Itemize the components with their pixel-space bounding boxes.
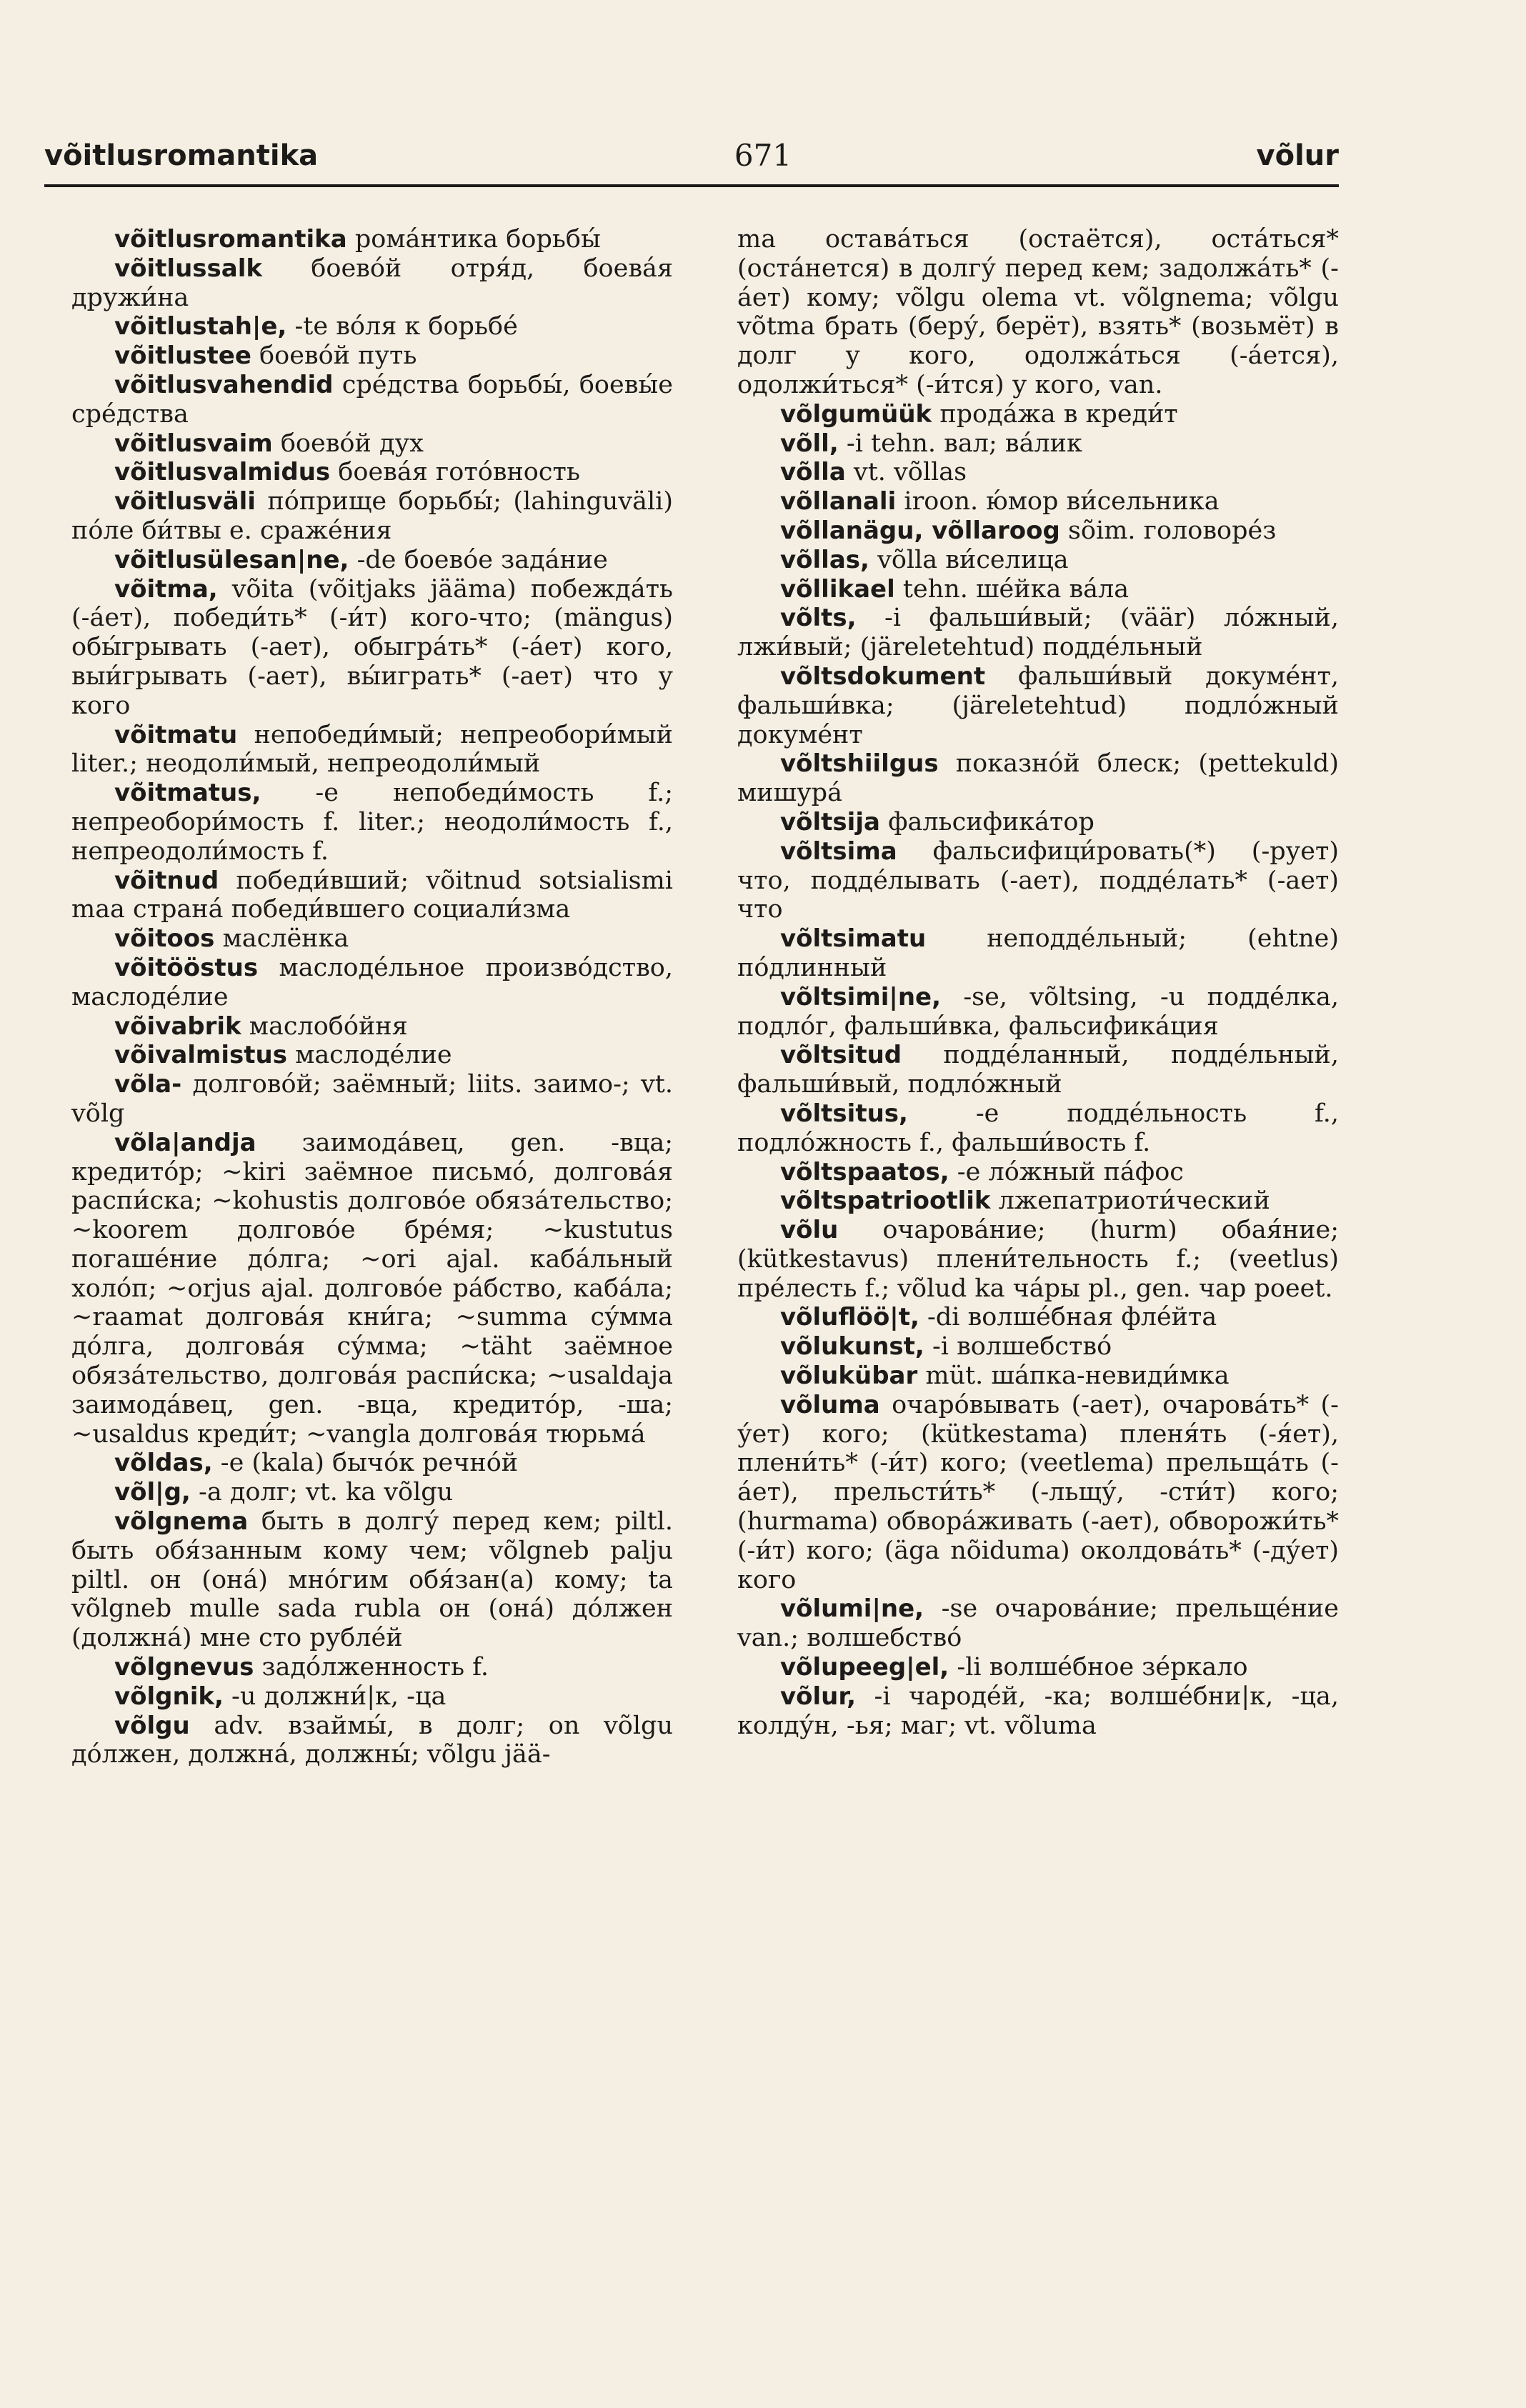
- definition: маслоде́льное произво́дство, маслоде́лие: [71, 953, 673, 1011]
- left-column: [71, 225, 673, 1769]
- dictionary-entry: [737, 983, 1339, 1041]
- headword: võlgnema: [114, 1507, 249, 1537]
- dictionary-entry: [71, 312, 673, 341]
- definition: ma остава́ться (остаётся), оста́ться* (оста́нется) в долгу́ перед кем; задолжа́ть* (-а́ет) кому; võlgu olema vt. võlgnema; võlgu võtma брать (беру́, берёт), взять* (возьмёт) в долг у кого, одолжа́ться (-а́ется), одолжи́ться* (-и́тся) у кого, van.: [737, 225, 1339, 399]
- definition: очарова́ние; (hurm) обая́ние; (kütkestavus) плени́тельность f.; (veetlus) пре́лесть f.; võlud ka ча́ры pl., gen. чар poeet.: [737, 1216, 1339, 1303]
- definition: победи́вший; võitnud sotsialismi maa страна́ победи́вшего социали́зма: [71, 866, 673, 924]
- dictionary-entry: [71, 458, 673, 487]
- headword: võluflöö|t,: [780, 1303, 919, 1332]
- headword: võlukübar: [780, 1362, 918, 1391]
- dictionary-entry: [737, 458, 1339, 487]
- definition: -se очарова́ние; прельще́ние van.; волшебство́: [737, 1594, 1339, 1653]
- definition: боево́й дух: [280, 429, 424, 458]
- headword: võitma,: [114, 574, 218, 604]
- headword: võltsimatu: [780, 924, 927, 954]
- dictionary-entry: [71, 1507, 673, 1653]
- dictionary-entry: [737, 1391, 1339, 1595]
- headword: võltsitus,: [780, 1099, 908, 1128]
- dictionary-entry: [737, 1099, 1339, 1158]
- headword: võla|andja: [114, 1128, 256, 1157]
- headword: võitmatu: [114, 720, 238, 749]
- dictionary-entry: [71, 1449, 673, 1478]
- definition: -se, võltsing, -u подде́лка, подло́г, фальши́вка, фальсифика́ция: [737, 982, 1339, 1041]
- dictionary-entry: [737, 1216, 1339, 1303]
- definition: фальши́вый докуме́нт, фальши́вка; (järeletehtud) подло́жный докуме́нт: [737, 661, 1339, 749]
- dictionary-entry: [71, 779, 673, 866]
- right-column: [737, 225, 1339, 1740]
- dictionary-entry: [737, 808, 1339, 837]
- dictionary-entry: [737, 1594, 1339, 1653]
- definition: быть в долгу́ перед кем; piltl. быть обя́занным кому чем; võlgneb palju piltl. он (она́) мно́гим обя́зан(а) кому; ta võlgneb mulle sada rubla он (она́) до́лжен (должна́) мне сто рубле́й: [71, 1507, 673, 1653]
- definition: -di волше́бная фле́йта: [927, 1303, 1217, 1332]
- definition: -e (kala) бычо́к речно́й: [220, 1449, 519, 1478]
- headword: võlgumüük: [780, 399, 932, 429]
- headword: võlur,: [780, 1682, 857, 1711]
- dictionary-entry: [71, 1478, 673, 1507]
- dictionary-entry: [71, 1129, 673, 1449]
- headword: võltshiilgus: [780, 749, 939, 779]
- dictionary-entry: [71, 575, 673, 721]
- headword: võltspaatos,: [780, 1157, 949, 1186]
- headword: võllikael: [780, 574, 895, 604]
- headword: võitoos: [114, 924, 215, 954]
- dictionary-entry: [737, 1303, 1339, 1332]
- dictionary-entry: [71, 1712, 673, 1770]
- headword: võlla: [780, 458, 846, 487]
- definition: очаро́вывать (-ает), очарова́ть* (-у́ет) кого; (kütkestama) пленя́ть (-я́ет), плени́ть* (-и́т) кого; (veetlema) прельща́ть (-а́ет), прельсти́ть* (-льщу́, -сти́т) кого; (hurmama) обвора́живать (-ает), обворожи́ть* (-и́т) кого; (äga nõiduma) околдова́ть* (-ду́ет) кого: [737, 1390, 1339, 1594]
- page-number: 671: [734, 138, 792, 173]
- definition: фальсифици́ровать(*) (-рует) что, подде́лывать (-ает), подде́лать* (-ает) что: [737, 836, 1339, 924]
- dictionary-entry: [737, 575, 1339, 604]
- dictionary-entry: [71, 1682, 673, 1712]
- definition: võita (võitjaks jääma) побежда́ть (-а́ет), победи́ть* (-и́т) кого-что; (mängus) обы́грывать (-ает), обыгра́ть* (-а́ет) кого, выи́грывать (-ает), вы́играть* (-ает) что у кого: [71, 574, 673, 720]
- headword: võlupeeg|el,: [780, 1653, 949, 1682]
- dictionary-entry: [737, 487, 1339, 516]
- dictionary-entry: [71, 954, 673, 1012]
- definition: tehn. ше́йка ва́ла: [902, 574, 1129, 604]
- headword: võitlusvaim: [114, 429, 273, 458]
- headword: võitlussalk: [114, 254, 262, 283]
- headword: võll,: [780, 429, 839, 458]
- definition: -li волше́бное зе́ркало: [957, 1653, 1248, 1682]
- headword: võllanali: [780, 487, 897, 516]
- headword: võllas,: [780, 545, 869, 574]
- definition: прода́жа в креди́т: [939, 399, 1178, 429]
- dictionary-entry: [737, 1332, 1339, 1362]
- definition: неподде́льный; (ehtne) по́длинный: [737, 924, 1339, 982]
- dictionary-entry: [737, 1186, 1339, 1216]
- dictionary-entry: [71, 341, 673, 371]
- headword: võivalmistus: [114, 1041, 287, 1070]
- dictionary-entry: [71, 924, 673, 954]
- headword: võlgnevus: [114, 1653, 254, 1682]
- headword: võlukunst,: [780, 1332, 924, 1362]
- definition: боево́й путь: [259, 341, 417, 371]
- dictionary-entry: [737, 749, 1339, 808]
- definition: непобеди́мый; непреобори́мый liter.; неодоли́мый, непреодоли́мый: [71, 720, 673, 779]
- definition: рома́нтика борьбы́: [354, 225, 601, 254]
- headword: võltsija: [780, 807, 880, 836]
- dictionary-entry: [71, 1012, 673, 1041]
- definition: -i чароде́й, -ка; волше́бни|к, -ца, колду́н, -ья; маг; vt. võluma: [737, 1682, 1339, 1740]
- headword: võitlusromantika: [114, 225, 347, 254]
- definition: лжепатриоти́ческий: [998, 1186, 1270, 1216]
- definition: vt. võllas: [853, 458, 967, 487]
- dictionary-entry: [71, 866, 673, 925]
- header-rule: [44, 184, 1339, 187]
- headword: võltsitud: [780, 1041, 902, 1070]
- dictionary-entry: [737, 429, 1339, 459]
- dictionary-entry: [737, 225, 1339, 400]
- definition: маслоде́лие: [295, 1041, 452, 1070]
- definition: -e ло́жный па́фос: [957, 1157, 1184, 1186]
- definition: подде́ланный, подде́льный, фальши́вый, подло́жный: [737, 1041, 1339, 1099]
- dictionary-entry: [737, 1682, 1339, 1741]
- headword: võlgu: [114, 1711, 190, 1740]
- dictionary-entry: [737, 1041, 1339, 1099]
- headword: võlu: [780, 1216, 839, 1245]
- headword: võitmatus,: [114, 779, 261, 808]
- headword: võitlustah|e,: [114, 312, 287, 341]
- definition: -u должни́|к, -ца: [231, 1682, 447, 1711]
- definition: -a долг; vt. ka võlgu: [199, 1478, 454, 1507]
- dictionary-entry: [71, 721, 673, 779]
- running-head-right: võlur: [1256, 139, 1339, 172]
- dictionary-entry: [737, 662, 1339, 749]
- definition: боево́й отря́д, боева́я дружи́на: [71, 254, 673, 312]
- headword: võitlusülesan|ne,: [114, 545, 349, 574]
- definition: маслобо́йня: [249, 1011, 408, 1041]
- definition: -e непобеди́мость f.; непреобори́мость f. liter.; неодоли́мость f., непреодоли́мость f.: [71, 779, 673, 866]
- dictionary-entry: [71, 1653, 673, 1682]
- headword: võl|g,: [114, 1478, 191, 1507]
- definition: -i tehn. вал; ва́лик: [846, 429, 1082, 458]
- definition: müt. ша́пка-невиди́мка: [925, 1362, 1230, 1391]
- headword: võlts,: [780, 604, 857, 633]
- headword: võldas,: [114, 1449, 213, 1478]
- dictionary-entry: [71, 546, 673, 575]
- dictionary-entry: [737, 604, 1339, 662]
- dictionary-entry: [737, 1362, 1339, 1391]
- dictionary-entry: [737, 1653, 1339, 1682]
- definition: маслёнка: [222, 924, 349, 954]
- headword: võitööstus: [114, 953, 259, 982]
- headword: võltsdokument: [780, 661, 986, 691]
- definition: sõim. головоре́з: [1067, 516, 1277, 545]
- dictionary-entry: [71, 487, 673, 546]
- definition: заимода́вец, gen. -вца; кредито́р; ~kiri заёмное письмо́, долгова́я распи́ска; ~kohustis долгово́е обяза́тельство; ~koorem долгово́е бре́мя; ~kustutus погаше́ние до́лга; ~ori ajal. каба́льный холо́п; ~orjus ajal. долгово́е ра́бство, каба́ла; ~raamat долгова́я кни́га; ~summa су́мма до́лга, долгова́я су́мма; ~täht заёмное обяза́тельство, долгова́я распи́ска; ~usaldaja заимода́вец, gen. -вца, кредито́р, -ша; ~usaldus креди́т; ~vangla долгова́я тюрьма́: [71, 1128, 673, 1449]
- definition: iroon. ю́мор ви́сельника: [904, 487, 1220, 516]
- headword: võltsimi|ne,: [780, 982, 942, 1011]
- definition: долгово́й; заёмный; liits. заимо-; vt. võlg: [71, 1070, 673, 1128]
- definition: -de боево́е зада́ние: [356, 545, 608, 574]
- headword: võlgnik,: [114, 1682, 224, 1711]
- headword: võitlusvalmidus: [114, 458, 331, 487]
- definition: боева́я гото́вность: [338, 458, 580, 487]
- headword: võllanägu, võllaroog: [780, 516, 1060, 545]
- dictionary-entry: [737, 837, 1339, 924]
- dictionary-entry: [71, 225, 673, 254]
- definition: võlla ви́селица: [877, 545, 1069, 574]
- headword: võitlusvahendid: [114, 370, 334, 399]
- definition: сре́дства борьбы́, боевы́е сре́дства: [71, 370, 673, 429]
- dictionary-entry: [71, 1070, 673, 1129]
- headword: võivabrik: [114, 1011, 241, 1041]
- definition: -i волшебство́: [932, 1332, 1112, 1362]
- dictionary-entry: [737, 1158, 1339, 1187]
- dictionary-entry: [71, 371, 673, 429]
- dictionary-entry: [737, 924, 1339, 983]
- headword: võitlustee: [114, 341, 251, 371]
- definition: -i фальши́вый; (väär) ло́жный, лжи́вый; (järeletehtud) подде́льный: [737, 604, 1339, 662]
- definition: по́прище борьбы́; (lahinguväli) по́ле би́твы e. сраже́ния: [71, 487, 673, 545]
- headword: võitlusväli: [114, 487, 256, 516]
- definition: -e подде́льность f., подло́жность f., фальши́вость f.: [737, 1099, 1339, 1157]
- dictionary-entry: [71, 429, 673, 459]
- dictionary-entry: [737, 400, 1339, 429]
- definition: показно́й блеск; (pettekuld) мишура́: [737, 749, 1339, 808]
- definition: adv. взаймы́, в долг; on võlgu до́лжен, должна́, должны́; võlgu jää-: [71, 1711, 673, 1769]
- headword: võltspatriootlik: [780, 1186, 991, 1216]
- headword: võitnud: [114, 866, 219, 895]
- definition: задо́лженность f.: [261, 1653, 489, 1682]
- dictionary-entry: [737, 546, 1339, 575]
- headword: võluma: [780, 1390, 880, 1419]
- dictionary-entry: [737, 516, 1339, 546]
- dictionary-entry: [71, 254, 673, 313]
- headword: võltsima: [780, 836, 897, 866]
- headword: võla-: [114, 1070, 182, 1099]
- definition: фальсифика́тор: [888, 807, 1094, 836]
- running-head-left: võitlusromantika: [44, 139, 319, 172]
- headword: võlumi|ne,: [780, 1594, 924, 1624]
- definition: -te во́ля к борьбе́: [294, 312, 518, 341]
- dictionary-entry: [71, 1041, 673, 1070]
